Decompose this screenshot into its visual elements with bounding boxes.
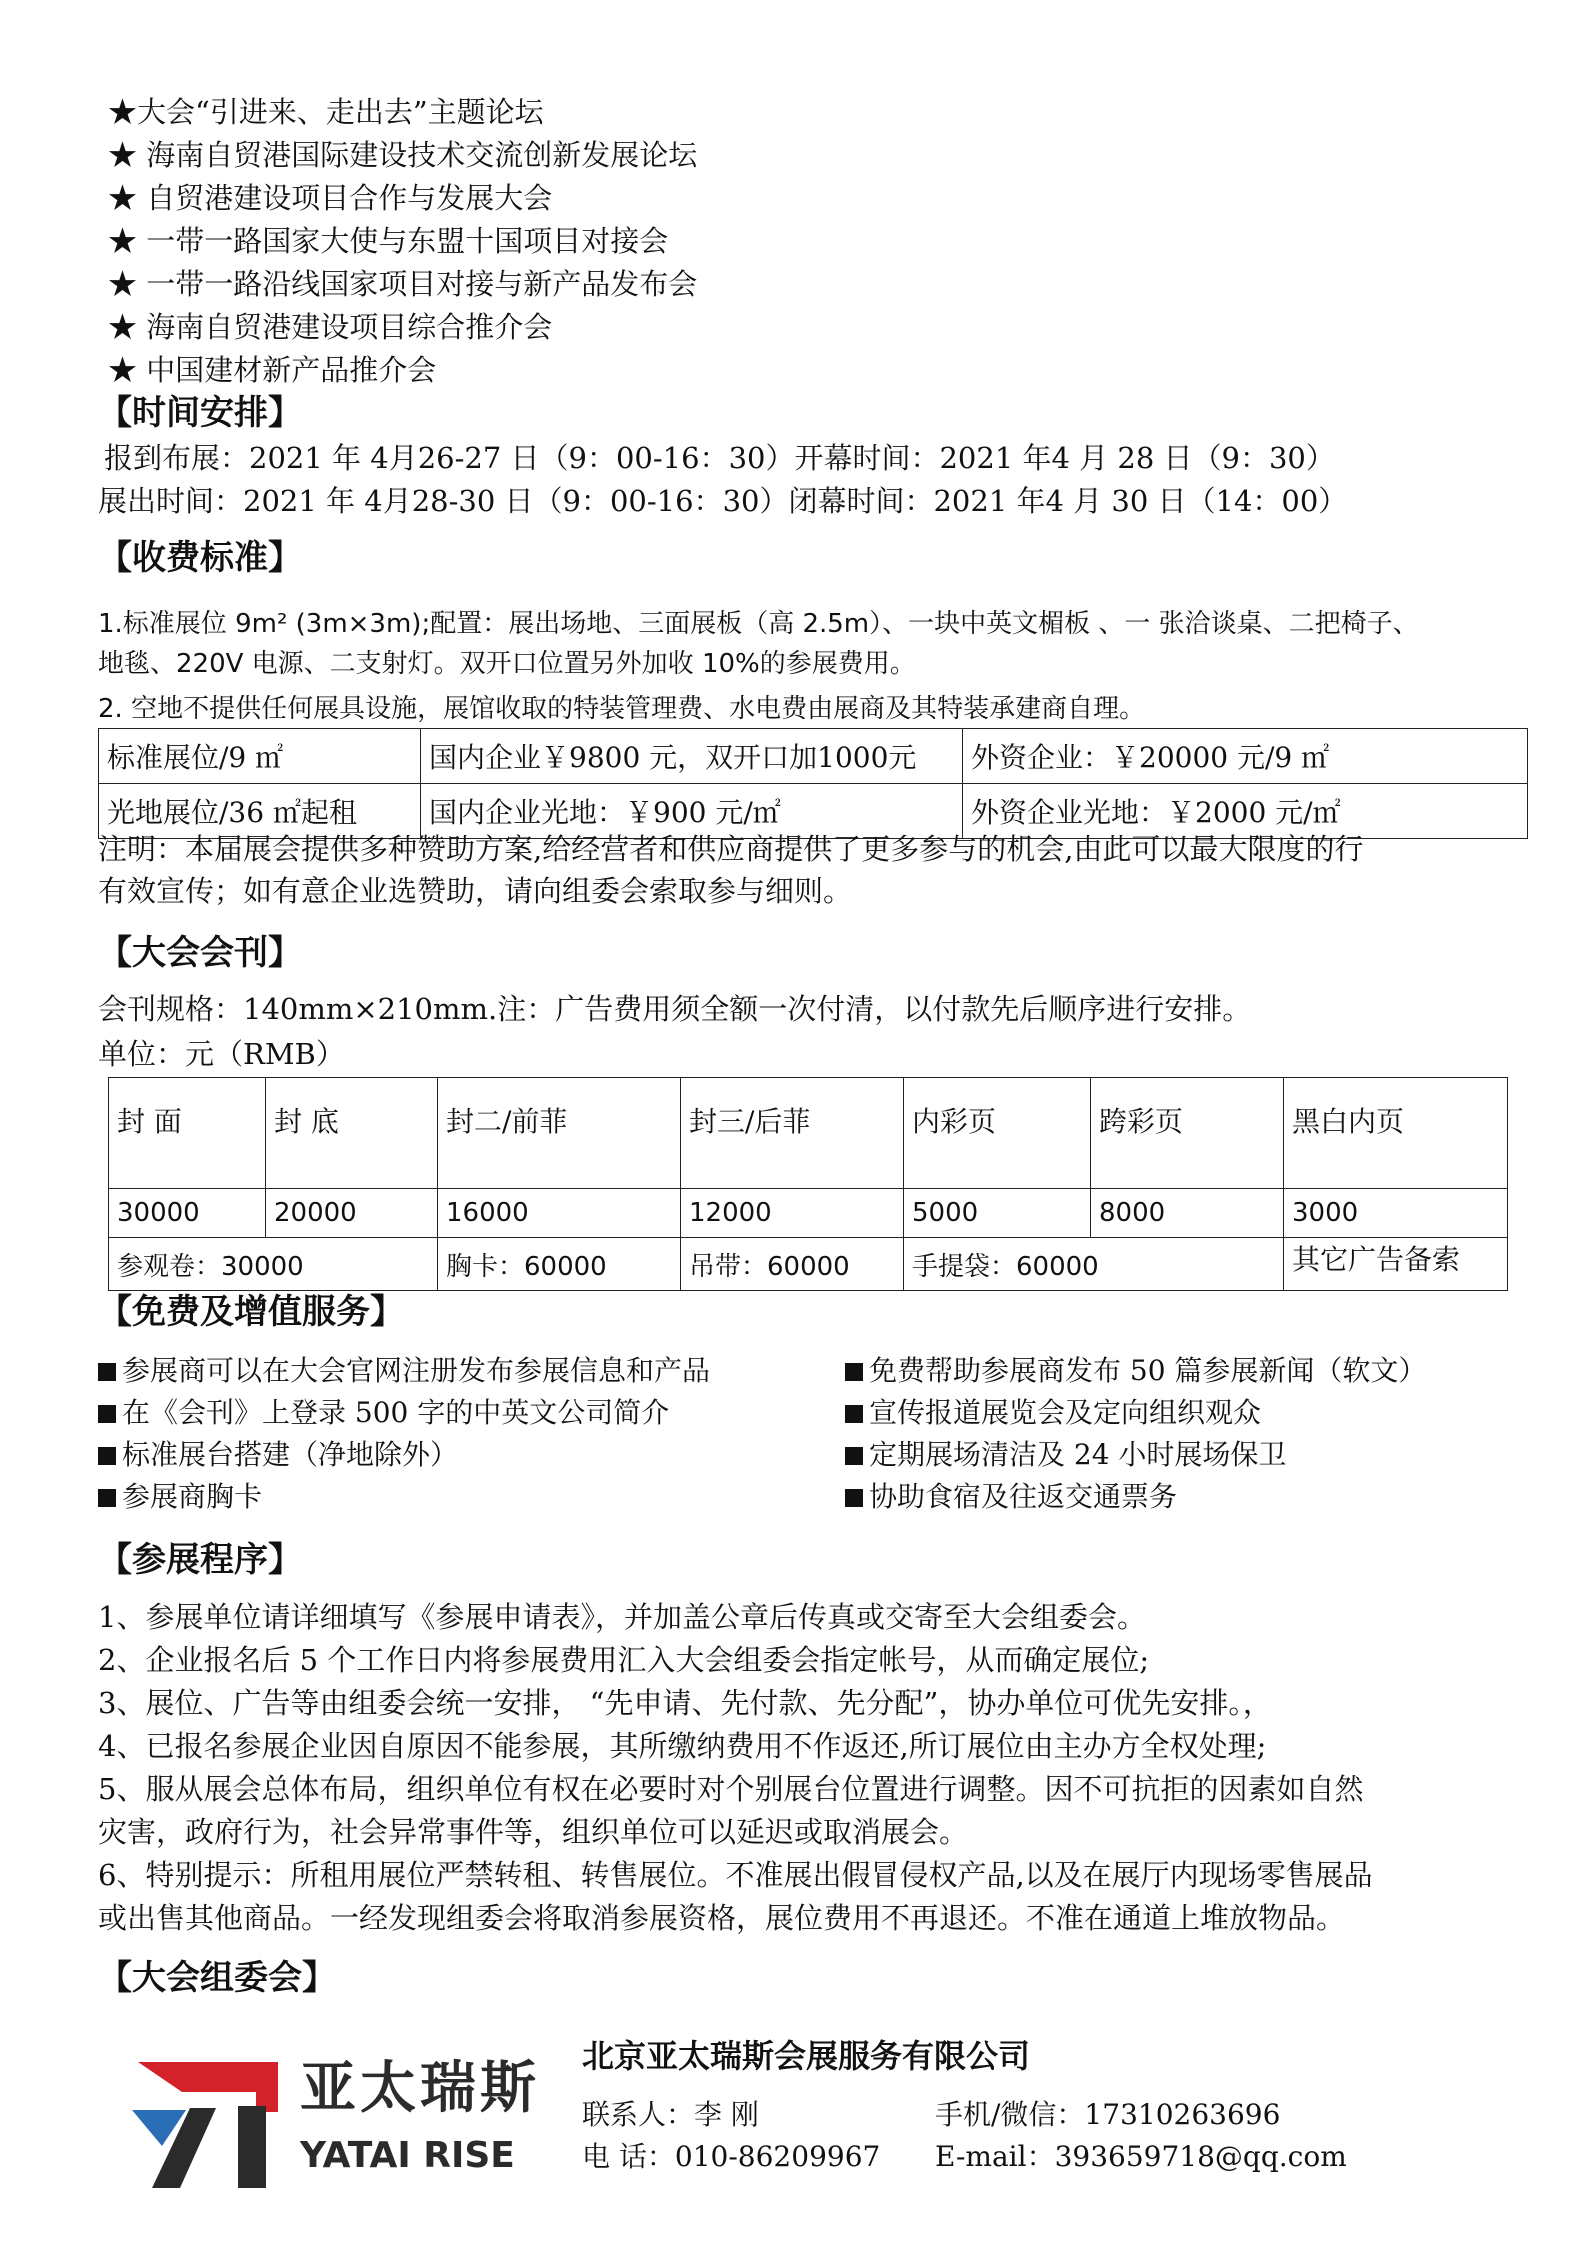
ad-price-cell: 3000 (1284, 1189, 1508, 1238)
company-logo (128, 2050, 558, 2190)
ad-extra-cell: 吊带：60000 (681, 1238, 904, 1291)
magazine-unit: 单位：元（RMB） (98, 1037, 345, 1071)
service-item (98, 1350, 710, 1392)
forum-item: ★ 海南自贸港国际建设技术交流创新发展论坛 (108, 138, 698, 172)
service-item (98, 1392, 669, 1434)
service-text: 定期展场清洁及 24 小时展场保卫 (869, 1438, 1287, 1471)
service-text: 协助食宿及往返交通票务 (869, 1480, 1178, 1513)
ad-price-table (108, 1077, 1508, 1291)
procedure-heading: 【参展程序】 (98, 1540, 302, 1580)
forum-item: ★ 自贸港建设项目合作与发展大会 (108, 181, 553, 215)
procedure-line: 6、特别提示：所租用展位严禁转租、转售展位。不准展出假冒侵权产品,以及在展厅内现场零售展品 (98, 1858, 1373, 1892)
service-item (845, 1434, 1286, 1476)
service-item (845, 1476, 1177, 1518)
contact-phone: 电 话：010-86209967 (582, 2140, 881, 2173)
logo-chinese-name: 亚太瑞斯 (300, 2056, 540, 2121)
fees-heading: 【收费标准】 (98, 538, 302, 578)
ad-header-row (109, 1078, 1508, 1189)
procedure-line: 3、展位、广告等由组委会统一安排， “先申请、先付款、先分配”，协办单位可优先安排。， (98, 1686, 1272, 1720)
ad-price-cell: 5000 (904, 1189, 1091, 1238)
fees-item1-line1: 1.标准展位 9m² (3m×3m);配置：展出场地、三面展板（高 2.5m）、一块中英文楣板 、一 张洽谈桌、二把椅子、 (98, 609, 1419, 639)
sponsor-note-line1: 注明：本届展会提供多种赞助方案,给经营者和供应商提供了更多参与的机会,由此可以最大限度的行 (98, 832, 1364, 866)
fee-cell: 外资企业光地：￥2000 元/㎡ (963, 784, 1528, 839)
forum-item: ★ 中国建材新产品推介会 (108, 353, 437, 387)
ad-price-cell: 12000 (681, 1189, 904, 1238)
service-text: 宣传报道展览会及定向组织观众 (869, 1396, 1262, 1429)
ad-type-cell: 封三/后菲 (681, 1078, 904, 1189)
schedule-exhibition: 展出时间：2021 年 4月28-30 日（9：00-16：30）闭幕时间：2021 年4 月 30 日（14：00） (98, 484, 1348, 518)
yatai-rise-mark-icon (128, 2050, 278, 2190)
procedure-line: 5、服从展会总体布局，组织单位有权在必要时对个别展台位置进行调整。因不可抗拒的因素如自然 (98, 1772, 1364, 1806)
sponsor-note-line2: 有效宣传；如有意企业选赞助，请向组委会索取参与细则。 (98, 874, 853, 908)
service-item (845, 1350, 1426, 1392)
ad-extra-cell: 手提袋：60000 (904, 1238, 1284, 1291)
schedule-registration: 报到布展：2021 年 4月26-27 日（9：00-16：30）开幕时间：2021 年4 月 28 日（9：30） (104, 441, 1335, 475)
ad-extra-cell: 参观卷：30000 (109, 1238, 438, 1291)
booth-fee-table (98, 728, 1528, 839)
ad-type-cell: 内彩页 (904, 1078, 1091, 1189)
procedure-line: 2、企业报名后 5 个工作日内将参展费用汇入大会组委会指定帐号，从而确定展位; (98, 1643, 1150, 1677)
ad-type-cell: 黑白内页 (1284, 1078, 1508, 1189)
square-bullet-icon (845, 1363, 863, 1381)
service-text: 标准展台搭建（净地除外） (122, 1438, 459, 1471)
service-text: 参展商可以在大会官网注册发布参展信息和产品 (122, 1354, 711, 1387)
services-heading: 【免费及增值服务】 (98, 1292, 404, 1332)
ad-price-cell: 8000 (1091, 1189, 1284, 1238)
square-bullet-icon (98, 1489, 116, 1507)
company-name: 北京亚太瑞斯会展服务有限公司 (582, 2037, 1031, 2075)
fee-cell: 外资企业：￥20000 元/9 ㎡ (963, 729, 1528, 784)
ad-type-cell: 封 面 (109, 1078, 266, 1189)
magazine-heading: 【大会会刊】 (98, 933, 302, 973)
service-item (98, 1476, 262, 1518)
service-item (845, 1392, 1261, 1434)
fee-cell: 国内企业光地：￥900 元/㎡ (421, 784, 963, 839)
square-bullet-icon (98, 1405, 116, 1423)
service-item (98, 1434, 458, 1476)
ad-price-cell: 30000 (109, 1189, 266, 1238)
ad-extra-row (109, 1238, 1508, 1291)
square-bullet-icon (98, 1447, 116, 1465)
forum-item: ★ 一带一路国家大使与东盟十国项目对接会 (108, 224, 669, 258)
contact-mobile: 手机/微信：17310263696 (935, 2098, 1281, 2131)
ad-price-cell: 16000 (438, 1189, 681, 1238)
ad-extra-cell: 胸卡：60000 (438, 1238, 681, 1291)
procedure-line: 4、已报名参展企业因自原因不能参展，其所缴纳费用不作返还,所订展位由主办方全权处理; (98, 1729, 1267, 1763)
schedule-heading: 【时间安排】 (98, 393, 302, 433)
square-bullet-icon (98, 1363, 116, 1381)
service-text: 参展商胸卡 (122, 1480, 263, 1513)
contact-person: 联系人：李 刚 (582, 2098, 759, 2131)
ad-type-cell: 跨彩页 (1091, 1078, 1284, 1189)
logo-english-name: YATAI RISE (300, 2135, 515, 2176)
fees-item2: 2. 空地不提供任何展具设施，展馆收取的特装管理费、水电费由展商及其特装承建商自理。 (98, 694, 1146, 724)
procedure-line: 或出售其他商品。一经发现组委会将取消参展资格，展位费用不再退还。不准在通道上堆放物品。 (98, 1901, 1346, 1935)
ad-extra-cell: 其它广告备索 (1284, 1238, 1508, 1291)
ad-type-cell: 封 底 (266, 1078, 438, 1189)
forum-item: ★大会“引进来、走出去”主题论坛 (108, 95, 544, 129)
service-text: 在《会刊》上登录 500 字的中英文公司简介 (122, 1396, 670, 1429)
forum-item: ★ 海南自贸港建设项目综合推介会 (108, 310, 553, 344)
procedure-line: 1、参展单位请详细填写《参展申请表》，并加盖公章后传真或交寄至大会组委会。 (98, 1600, 1146, 1634)
square-bullet-icon (845, 1405, 863, 1423)
magazine-spec: 会刊规格：140mm×210mm.注：广告费用须全额一次付清，以付款先后顺序进行安排。 (98, 992, 1252, 1026)
fee-row (99, 729, 1528, 784)
fees-item1-line2: 地毯、220V 电源、二支射灯。双开口位置另外加收 10%的参展费用。 (98, 649, 916, 679)
contact-email: E-mail：393659718@qq.com (935, 2140, 1347, 2173)
fee-cell: 国内企业￥9800 元，双开口加1000元 (421, 729, 963, 784)
ad-price-cell: 20000 (266, 1189, 438, 1238)
square-bullet-icon (845, 1447, 863, 1465)
forum-item: ★ 一带一路沿线国家项目对接与新产品发布会 (108, 267, 698, 301)
service-text: 免费帮助参展商发布 50 篇参展新闻（软文） (869, 1354, 1427, 1387)
committee-heading: 【大会组委会】 (98, 1958, 336, 1998)
fee-cell: 标准展位/9 ㎡ (99, 729, 421, 784)
ad-price-row (109, 1189, 1508, 1238)
fee-cell: 光地展位/36 ㎡起租 (99, 784, 421, 839)
ad-type-cell: 封二/前菲 (438, 1078, 681, 1189)
procedure-line: 灾害，政府行为，社会异常事件等，组织单位可以延迟或取消展会。 (98, 1815, 969, 1849)
square-bullet-icon (845, 1489, 863, 1507)
